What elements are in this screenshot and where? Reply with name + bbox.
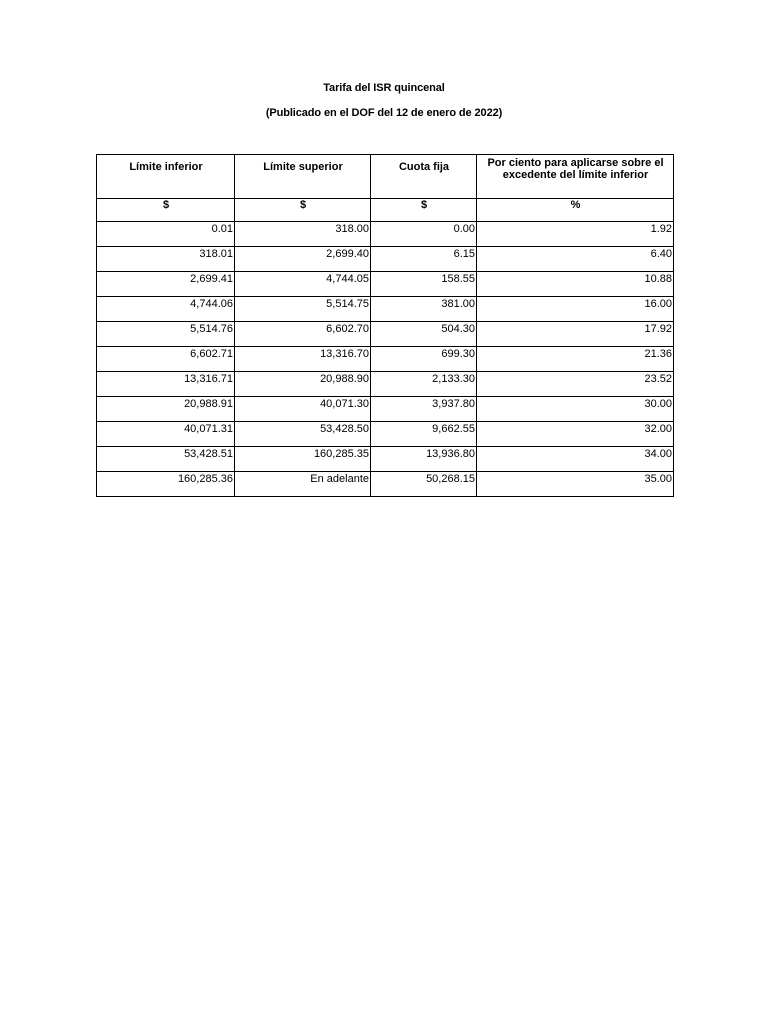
cell-limite-superior: 2,699.40: [235, 247, 371, 272]
cell-limite-inferior: 5,514.76: [97, 322, 235, 347]
table-row: [97, 397, 674, 422]
table-row: [97, 472, 674, 497]
unit-cell: %: [477, 199, 674, 222]
cell-limite-superior: 5,514.75: [235, 297, 371, 322]
cell-cuota-fija: 699.30: [371, 347, 477, 372]
cell-limite-inferior: 2,699.41: [97, 272, 235, 297]
unit-cell: $: [97, 199, 235, 222]
table-row: [97, 272, 674, 297]
cell-limite-superior: 318.00: [235, 222, 371, 247]
cell-limite-superior: 20,988.90: [235, 372, 371, 397]
table-row: [97, 422, 674, 447]
cell-por-ciento: 10.88: [477, 272, 674, 297]
table-row: [97, 222, 674, 247]
cell-limite-superior: 40,071.30: [235, 397, 371, 422]
header-limite-superior: Límite superior: [235, 155, 371, 199]
cell-cuota-fija: 0.00: [371, 222, 477, 247]
cell-cuota-fija: 2,133.30: [371, 372, 477, 397]
unit-cell: $: [371, 199, 477, 222]
table-row: [97, 297, 674, 322]
cell-limite-inferior: 318.01: [97, 247, 235, 272]
cell-por-ciento: 35.00: [477, 472, 674, 497]
cell-limite-inferior: 6,602.71: [97, 347, 235, 372]
cell-limite-superior: 4,744.05: [235, 272, 371, 297]
document-title: Tarifa del ISR quincenal: [323, 82, 445, 94]
cell-cuota-fija: 50,268.15: [371, 472, 477, 497]
cell-limite-inferior: 40,071.31: [97, 422, 235, 447]
cell-limite-inferior: 160,285.36: [97, 472, 235, 497]
cell-limite-superior: 6,602.70: [235, 322, 371, 347]
table-row: [97, 247, 674, 272]
cell-por-ciento: 17.92: [477, 322, 674, 347]
cell-limite-superior: 160,285.35: [235, 447, 371, 472]
table-row: [97, 372, 674, 397]
cell-por-ciento: 16.00: [477, 297, 674, 322]
cell-cuota-fija: 3,937.80: [371, 397, 477, 422]
units-row: [97, 199, 674, 222]
cell-por-ciento: 30.00: [477, 397, 674, 422]
table-row: [97, 447, 674, 472]
document-subtitle: (Publicado en el DOF del 12 de enero de 2022): [265, 107, 503, 119]
cell-limite-inferior: 20,988.91: [97, 397, 235, 422]
cell-por-ciento: 32.00: [477, 422, 674, 447]
cell-limite-inferior: 4,744.06: [97, 297, 235, 322]
header-limite-inferior: Límite inferior: [97, 155, 235, 199]
cell-limite-inferior: 53,428.51: [97, 447, 235, 472]
table-row: [97, 347, 674, 372]
cell-cuota-fija: 9,662.55: [371, 422, 477, 447]
cell-cuota-fija: 6.15: [371, 247, 477, 272]
cell-limite-superior: 13,316.70: [235, 347, 371, 372]
cell-limite-superior: En adelante: [235, 472, 371, 497]
table-row: [97, 322, 674, 347]
header-por-ciento: Por ciento para aplicarse sobre el excedente del límite inferior: [477, 155, 674, 199]
cell-limite-inferior: 0.01: [97, 222, 235, 247]
isr-rate-table: [96, 154, 674, 497]
cell-cuota-fija: 158.55: [371, 272, 477, 297]
cell-por-ciento: 6.40: [477, 247, 674, 272]
cell-cuota-fija: 13,936.80: [371, 447, 477, 472]
cell-cuota-fija: 504.30: [371, 322, 477, 347]
cell-limite-superior: 53,428.50: [235, 422, 371, 447]
unit-cell: $: [235, 199, 371, 222]
cell-cuota-fija: 381.00: [371, 297, 477, 322]
header-cuota-fija: Cuota fija: [371, 155, 477, 199]
cell-limite-inferior: 13,316.71: [97, 372, 235, 397]
cell-por-ciento: 1.92: [477, 222, 674, 247]
cell-por-ciento: 34.00: [477, 447, 674, 472]
table-header-row: [97, 155, 674, 199]
cell-por-ciento: 21.36: [477, 347, 674, 372]
cell-por-ciento: 23.52: [477, 372, 674, 397]
